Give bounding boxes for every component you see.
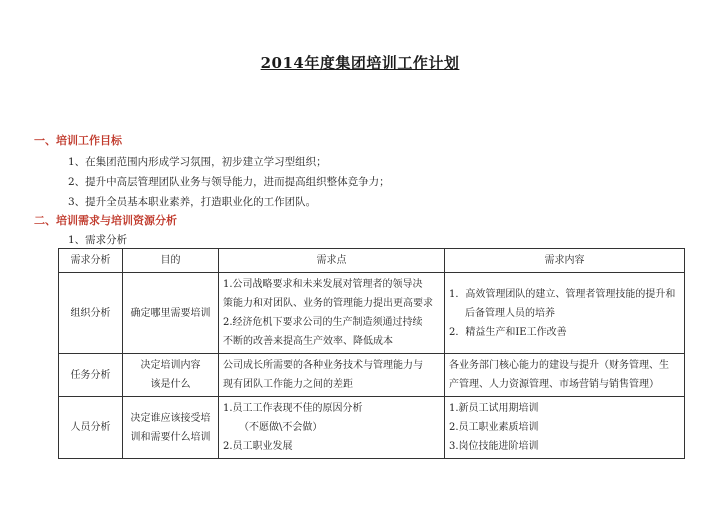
content-line: 2.员工职业素质培训: [449, 422, 539, 433]
goal-item: 3、提升全员基本职业素养，打造职业化的工作团队。: [68, 196, 317, 208]
subsection-heading: 1、需求分析: [68, 234, 128, 246]
point-line: 1.公司战略要求和未来发展对管理者的领导决: [223, 279, 423, 290]
purpose-cell: [123, 397, 219, 459]
table-row: [59, 354, 685, 397]
purpose-line: 决定谁应该接受培: [130, 412, 211, 424]
goal-item: 2、提升中高层管理团队业务与领导能力，进而提高组织整体竞争力；: [68, 176, 390, 188]
point-line: 不断的改善来提高生产效率、降低成本: [223, 336, 393, 347]
category-cell: 人员分析: [59, 397, 123, 459]
table-header-row: [59, 249, 685, 273]
point-line: 2.员工职业发展: [223, 441, 293, 452]
point-line: 2.经济危机下要求公司的生产制造须通过持续: [223, 317, 423, 328]
table-header-cell: 需求分析: [59, 249, 123, 273]
point-line: 策能力和对团队、业务的管理能力提出更高要求: [223, 298, 433, 309]
point-line: （不愿做\不会做）: [239, 422, 323, 433]
table-header-cell: 目的: [123, 249, 219, 273]
content-line: 各业务部门核心能力的建设与提升（财务管理、生: [449, 360, 669, 371]
purpose-line: 该是什么: [150, 379, 191, 390]
table-header-cell: 需求点: [219, 249, 445, 273]
points-cell: [219, 354, 445, 397]
table-header-cell: 需求内容: [445, 249, 685, 273]
page-title: 2014年度集团培训工作计划: [260, 54, 460, 72]
content-line: 后备管理人员的培养: [465, 307, 555, 319]
needs-analysis-table: [58, 248, 685, 459]
purpose-line: 确定哪里需要培训: [130, 307, 211, 319]
content-line: 1.新员工试用期培训: [449, 403, 539, 414]
content-line: 产管理、人力资源管理、市场营销与销售管理）: [449, 379, 659, 390]
section-heading-goals: 一、培训工作目标: [34, 134, 122, 147]
content-line: 2．精益生产和IE工作改善: [449, 326, 567, 338]
table-row: [59, 273, 685, 354]
content-cell: [445, 273, 685, 354]
point-line: 现有团队工作能力之间的差距: [223, 379, 353, 390]
goal-item: 1、在集团范围内形成学习氛围，初步建立学习型组织；: [68, 156, 327, 168]
purpose-cell: [123, 273, 219, 354]
purpose-cell: [123, 354, 219, 397]
points-cell: [219, 397, 445, 459]
point-line: 1.员工工作表现不佳的原因分析: [223, 403, 363, 414]
content-line: 1．高效管理团队的建立、管理者管理技能的提升和: [449, 288, 676, 300]
section-heading-needs: 二、培训需求与培训资源分析: [34, 214, 177, 227]
point-line: 公司成长所需要的各种业务技术与管理能力与: [223, 360, 423, 371]
category-cell: 组织分析: [59, 273, 123, 354]
content-cell: [445, 354, 685, 397]
content-line: 3.岗位技能进阶培训: [449, 441, 539, 452]
points-cell: [219, 273, 445, 354]
purpose-line: 训和需要什么培训: [130, 431, 211, 443]
category-cell: 任务分析: [59, 354, 123, 397]
purpose-line: 决定培训内容: [140, 360, 201, 371]
table-row: [59, 397, 685, 459]
content-cell: [445, 397, 685, 459]
